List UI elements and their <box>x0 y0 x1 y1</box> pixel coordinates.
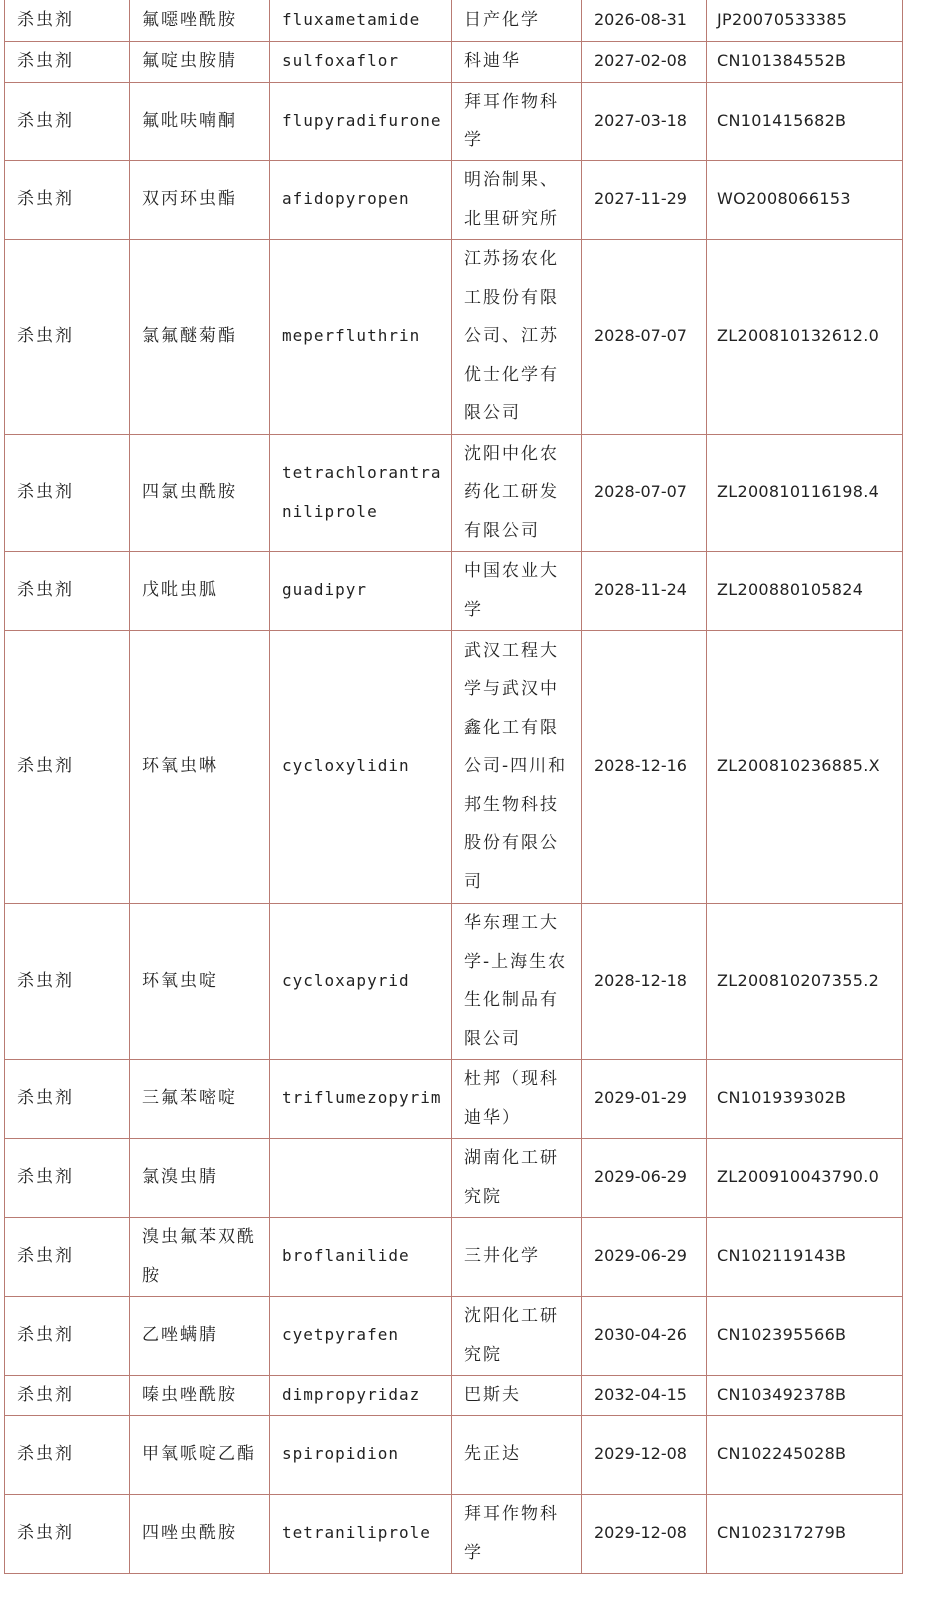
table-row <box>5 1138 903 1217</box>
chinese-name-cell: 氟啶虫胺腈 <box>130 41 270 82</box>
table-row <box>5 1375 903 1415</box>
table-row <box>5 630 903 903</box>
category-cell: 杀虫剂 <box>5 0 130 41</box>
company-cell: 巴斯夫 <box>452 1375 582 1415</box>
category-cell: 杀虫剂 <box>5 1217 130 1296</box>
table-row <box>5 1059 903 1138</box>
chinese-name-cell: 氟吡呋喃酮 <box>130 82 270 160</box>
english-name-cell: fluxametamide <box>270 0 452 41</box>
company-cell: 沈阳化工研究院 <box>452 1296 582 1375</box>
expiry-date-cell: 2029-06-29 <box>582 1138 707 1217</box>
expiry-date-cell: 2030-04-26 <box>582 1296 707 1375</box>
table-row <box>5 1415 903 1494</box>
table-row <box>5 239 903 434</box>
english-name-cell: cyetpyrafen <box>270 1296 452 1375</box>
english-name-cell: flupyradifurone <box>270 82 452 160</box>
expiry-date-cell: 2029-12-08 <box>582 1494 707 1573</box>
patent-number-cell: WO2008066153 <box>707 160 903 239</box>
chinese-name-cell: 氯氟醚菊酯 <box>130 239 270 434</box>
chinese-name-cell: 双丙环虫酯 <box>130 160 270 239</box>
category-cell: 杀虫剂 <box>5 41 130 82</box>
english-name-cell: dimpropyridaz <box>270 1375 452 1415</box>
table-row <box>5 1494 903 1573</box>
expiry-date-cell: 2028-12-18 <box>582 903 707 1059</box>
patent-number-cell: CN101939302B <box>707 1059 903 1138</box>
patent-number-cell: ZL200810116198.4 <box>707 434 903 551</box>
expiry-date-cell: 2026-08-31 <box>582 0 707 41</box>
patent-number-cell: ZL200910043790.0 <box>707 1138 903 1217</box>
company-cell: 杜邦（现科迪华） <box>452 1059 582 1138</box>
english-name-cell: broflanilide <box>270 1217 452 1296</box>
chinese-name-cell: 嗪虫唑酰胺 <box>130 1375 270 1415</box>
english-name-cell: tetraniliprole <box>270 1494 452 1573</box>
expiry-date-cell: 2028-07-07 <box>582 239 707 434</box>
english-name-cell: cycloxylidin <box>270 630 452 903</box>
category-cell: 杀虫剂 <box>5 903 130 1059</box>
table-row <box>5 903 903 1059</box>
patent-number-cell: CN101415682B <box>707 82 903 160</box>
company-cell: 武汉工程大学与武汉中鑫化工有限公司-四川和邦生物科技股份有限公司 <box>452 630 582 903</box>
category-cell: 杀虫剂 <box>5 1375 130 1415</box>
chinese-name-cell: 四唑虫酰胺 <box>130 1494 270 1573</box>
category-cell: 杀虫剂 <box>5 239 130 434</box>
table-row <box>5 82 903 160</box>
table-row <box>5 0 903 41</box>
chinese-name-cell: 溴虫氟苯双酰胺 <box>130 1217 270 1296</box>
company-cell: 科迪华 <box>452 41 582 82</box>
expiry-date-cell: 2028-07-07 <box>582 434 707 551</box>
chinese-name-cell: 氟噁唑酰胺 <box>130 0 270 41</box>
patent-number-cell: CN102119143B <box>707 1217 903 1296</box>
category-cell: 杀虫剂 <box>5 434 130 551</box>
expiry-date-cell: 2032-04-15 <box>582 1375 707 1415</box>
patent-number-cell: ZL200810132612.0 <box>707 239 903 434</box>
table-row <box>5 434 903 551</box>
chinese-name-cell: 四氯虫酰胺 <box>130 434 270 551</box>
company-cell: 湖南化工研究院 <box>452 1138 582 1217</box>
company-cell: 沈阳中化农药化工研发有限公司 <box>452 434 582 551</box>
patent-number-cell: JP20070533385 <box>707 0 903 41</box>
chinese-name-cell: 氯溴虫腈 <box>130 1138 270 1217</box>
patent-number-cell: CN102395566B <box>707 1296 903 1375</box>
chinese-name-cell: 环氧虫啶 <box>130 903 270 1059</box>
english-name-cell: spiropidion <box>270 1415 452 1494</box>
chinese-name-cell: 乙唑螨腈 <box>130 1296 270 1375</box>
expiry-date-cell: 2027-11-29 <box>582 160 707 239</box>
category-cell: 杀虫剂 <box>5 1494 130 1573</box>
english-name-cell: guadipyr <box>270 551 452 630</box>
chinese-name-cell: 甲氧哌啶乙酯 <box>130 1415 270 1494</box>
expiry-date-cell: 2028-11-24 <box>582 551 707 630</box>
patent-number-cell: CN103492378B <box>707 1375 903 1415</box>
category-cell: 杀虫剂 <box>5 1059 130 1138</box>
expiry-date-cell: 2027-02-08 <box>582 41 707 82</box>
expiry-date-cell: 2029-06-29 <box>582 1217 707 1296</box>
table-row <box>5 160 903 239</box>
chinese-name-cell: 环氧虫啉 <box>130 630 270 903</box>
english-name-cell: afidopyropen <box>270 160 452 239</box>
english-name-cell: meperfluthrin <box>270 239 452 434</box>
table-row <box>5 1296 903 1375</box>
expiry-date-cell: 2029-01-29 <box>582 1059 707 1138</box>
english-name-cell: cycloxapyrid <box>270 903 452 1059</box>
english-name-cell <box>270 1138 452 1217</box>
company-cell: 拜耳作物科学 <box>452 82 582 160</box>
expiry-date-cell: 2027-03-18 <box>582 82 707 160</box>
patent-number-cell: ZL200880105824 <box>707 551 903 630</box>
category-cell: 杀虫剂 <box>5 1138 130 1217</box>
pesticide-patent-table <box>4 0 903 1574</box>
category-cell: 杀虫剂 <box>5 630 130 903</box>
patent-number-cell: CN101384552B <box>707 41 903 82</box>
category-cell: 杀虫剂 <box>5 1415 130 1494</box>
chinese-name-cell: 戊吡虫胍 <box>130 551 270 630</box>
english-name-cell: sulfoxaflor <box>270 41 452 82</box>
english-name-cell: tetrachlorantraniliprole <box>270 434 452 551</box>
company-cell: 华东理工大学-上海生农生化制品有限公司 <box>452 903 582 1059</box>
english-name-cell: triflumezopyrim <box>270 1059 452 1138</box>
company-cell: 三井化学 <box>452 1217 582 1296</box>
category-cell: 杀虫剂 <box>5 82 130 160</box>
expiry-date-cell: 2028-12-16 <box>582 630 707 903</box>
category-cell: 杀虫剂 <box>5 551 130 630</box>
expiry-date-cell: 2029-12-08 <box>582 1415 707 1494</box>
category-cell: 杀虫剂 <box>5 1296 130 1375</box>
patent-number-cell: CN102245028B <box>707 1415 903 1494</box>
chinese-name-cell: 三氟苯嘧啶 <box>130 1059 270 1138</box>
table-row <box>5 41 903 82</box>
company-cell: 明治制果、北里研究所 <box>452 160 582 239</box>
company-cell: 先正达 <box>452 1415 582 1494</box>
patent-number-cell: ZL200810207355.2 <box>707 903 903 1059</box>
patent-number-cell: ZL200810236885.X <box>707 630 903 903</box>
company-cell: 拜耳作物科学 <box>452 1494 582 1573</box>
patent-number-cell: CN102317279B <box>707 1494 903 1573</box>
company-cell: 日产化学 <box>452 0 582 41</box>
table-row <box>5 551 903 630</box>
company-cell: 江苏扬农化工股份有限公司、江苏优士化学有限公司 <box>452 239 582 434</box>
category-cell: 杀虫剂 <box>5 160 130 239</box>
table-row <box>5 1217 903 1296</box>
company-cell: 中国农业大学 <box>452 551 582 630</box>
